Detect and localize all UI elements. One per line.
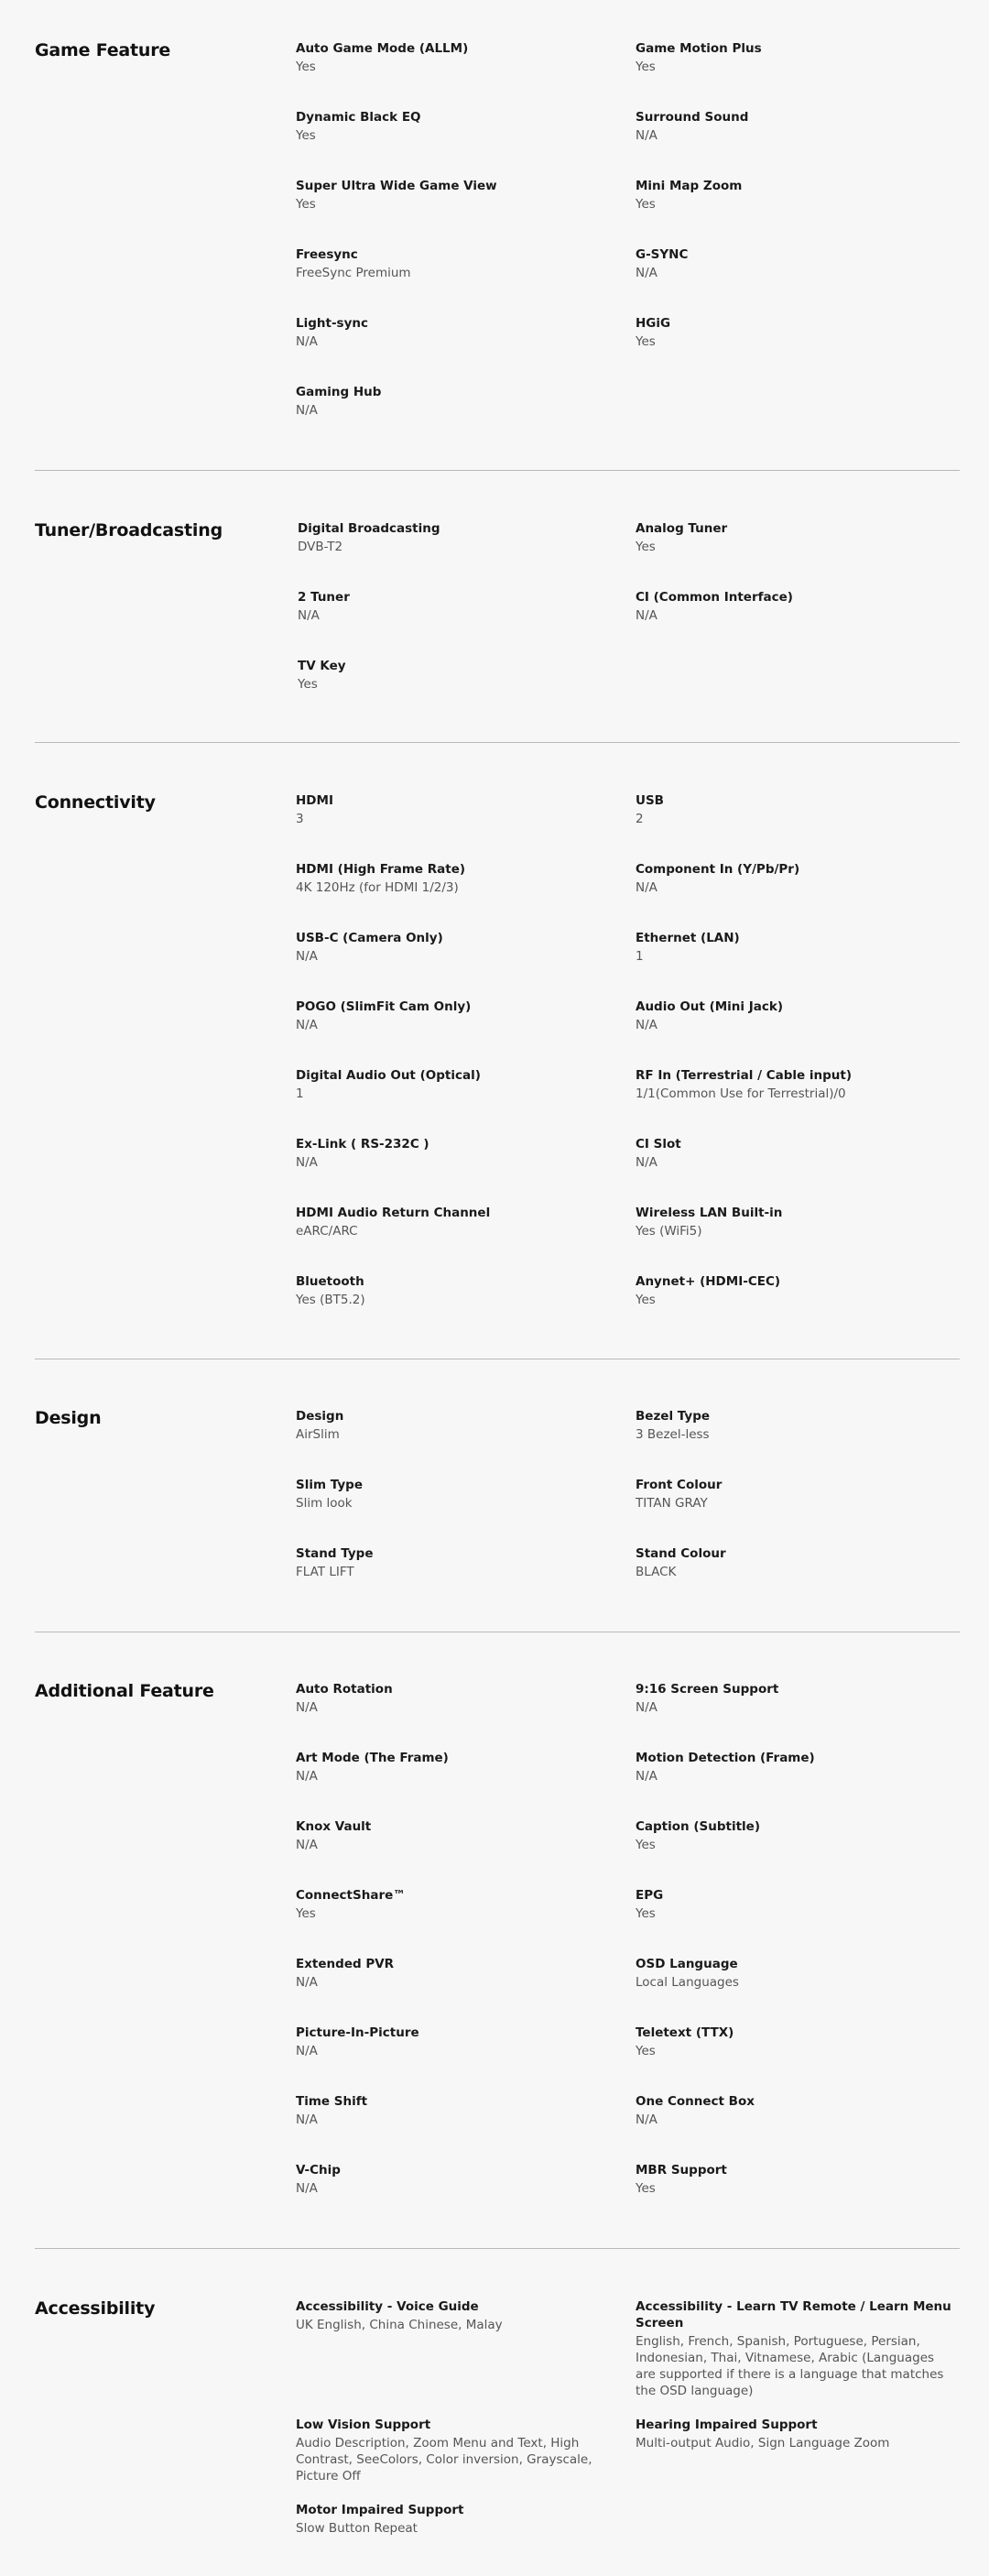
spec-item xyxy=(296,1136,607,1171)
spec-label: Caption (Subtitle) xyxy=(636,1819,761,1834)
spec-label: Extended PVR xyxy=(296,1957,395,1971)
spec-item xyxy=(298,658,609,693)
spec-item xyxy=(636,520,947,555)
spec-label: Freesync xyxy=(296,247,358,262)
spec-label: Anynet+ (HDMI-CEC) xyxy=(636,1274,781,1289)
spec-value: N/A xyxy=(296,1018,318,1032)
spec-value: 3 xyxy=(296,812,304,826)
section-divider xyxy=(35,470,960,471)
spec-label: Hearing Impaired Support xyxy=(636,2418,818,2432)
spec-item xyxy=(298,589,609,624)
spec-item xyxy=(296,1681,607,1716)
spec-label: Gaming Hub xyxy=(296,385,382,399)
spec-value: N/A xyxy=(296,1155,318,1170)
spec-value: Yes xyxy=(636,2181,656,2196)
spec-value: Audio Description, Zoom Menu and Text, High Contrast, SeeColors, Color inversion, Grayscale, Picture Off xyxy=(296,2436,592,2483)
spec-value: Local Languages xyxy=(636,1975,739,1990)
spec-label: MBR Support xyxy=(636,2163,727,2178)
spec-value: N/A xyxy=(296,334,318,349)
spec-value: N/A xyxy=(636,1769,658,1784)
spec-label: Component In (Y/Pb/Pr) xyxy=(636,862,800,877)
spec-item xyxy=(296,1545,607,1580)
spec-value: N/A xyxy=(296,949,318,964)
spec-value: Yes xyxy=(636,60,656,74)
spec-label: 9:16 Screen Support xyxy=(636,1682,779,1697)
spec-item xyxy=(636,40,947,75)
spec-item xyxy=(636,792,947,827)
spec-value: Yes xyxy=(296,60,316,74)
spec-label: Picture-In-Picture xyxy=(296,2025,419,2040)
section-title: Connectivity xyxy=(35,792,156,813)
spec-item xyxy=(636,1887,947,1922)
spec-item xyxy=(296,1067,607,1102)
spec-item xyxy=(296,1956,607,1991)
spec-item xyxy=(636,2417,956,2451)
spec-label: HDMI Audio Return Channel xyxy=(296,1206,491,1220)
spec-item xyxy=(636,315,947,350)
spec-value: N/A xyxy=(296,1700,318,1715)
spec-item xyxy=(296,246,607,281)
spec-label: Accessibility - Learn TV Remote / Learn Menu Screen xyxy=(636,2299,951,2330)
spec-item xyxy=(296,1408,607,1443)
spec-label: Analog Tuner xyxy=(636,521,728,536)
spec-value: N/A xyxy=(636,608,658,623)
spec-value: Yes (BT5.2) xyxy=(296,1293,365,1307)
spec-label: Teletext (TTX) xyxy=(636,2025,734,2040)
spec-item xyxy=(636,589,947,624)
spec-value: 3 Bezel-less xyxy=(636,1427,710,1442)
spec-label: USB xyxy=(636,793,664,808)
spec-value: English, French, Spanish, Portuguese, Persian, Indonesian, Thai, Vitnamese, Arabic (Languages are supported if there is a language that matches the OSD language) xyxy=(636,2334,944,2398)
spec-item xyxy=(636,1273,947,1308)
spec-value: Yes xyxy=(298,677,318,692)
spec-value: 2 xyxy=(636,812,644,826)
spec-label: 2 Tuner xyxy=(298,590,350,605)
spec-value: BLACK xyxy=(636,1565,677,1579)
spec-item xyxy=(636,246,947,281)
spec-item xyxy=(296,999,607,1033)
spec-label: Game Motion Plus xyxy=(636,41,762,56)
spec-label: Knox Vault xyxy=(296,1819,372,1834)
spec-value: Slow Button Repeat xyxy=(296,2521,418,2536)
spec-label: TV Key xyxy=(298,659,346,673)
spec-value: Multi-output Audio, Sign Language Zoom xyxy=(636,2436,890,2450)
spec-item xyxy=(296,2417,612,2484)
spec-label: Super Ultra Wide Game View xyxy=(296,179,497,193)
spec-item xyxy=(296,109,607,144)
spec-label: CI Slot xyxy=(636,1137,681,1152)
spec-label: CI (Common Interface) xyxy=(636,590,793,605)
spec-item xyxy=(636,1477,947,1512)
section-additional-feature xyxy=(35,1681,960,2203)
spec-item xyxy=(636,2025,947,2059)
spec-item xyxy=(296,1477,607,1512)
section-design xyxy=(35,1408,960,1591)
spec-label: EPG xyxy=(636,1888,664,1903)
spec-value: Slim look xyxy=(296,1496,353,1511)
spec-item xyxy=(296,861,607,896)
spec-item xyxy=(296,1750,607,1785)
section-divider xyxy=(35,742,960,743)
spec-label: Motor Impaired Support xyxy=(296,2503,464,2517)
spec-label: Design xyxy=(296,1409,344,1424)
section-accessibility xyxy=(35,2298,960,2555)
spec-item xyxy=(636,1818,947,1853)
spec-item xyxy=(296,1273,607,1308)
spec-value: N/A xyxy=(296,2112,318,2127)
spec-item xyxy=(636,178,947,213)
spec-label: Audio Out (Mini Jack) xyxy=(636,999,784,1014)
section-divider xyxy=(35,2248,960,2249)
spec-item xyxy=(296,2502,607,2537)
spec-value: Yes xyxy=(296,197,316,212)
spec-value: N/A xyxy=(636,1700,658,1715)
spec-value: Yes xyxy=(636,197,656,212)
spec-value: Yes xyxy=(636,1906,656,1921)
spec-label: HGiG xyxy=(636,316,671,331)
spec-item xyxy=(296,1818,607,1853)
spec-label: ConnectShare™ xyxy=(296,1888,406,1903)
spec-item xyxy=(296,384,607,419)
spec-label: Art Mode (The Frame) xyxy=(296,1751,449,1765)
spec-item xyxy=(636,2298,956,2399)
spec-value: Yes xyxy=(296,128,316,143)
spec-label: Auto Game Mode (ALLM) xyxy=(296,41,469,56)
spec-label: Stand Type xyxy=(296,1546,374,1561)
spec-value: 1 xyxy=(296,1086,304,1101)
spec-value: N/A xyxy=(636,2112,658,2127)
section-tuner-broadcasting xyxy=(35,520,960,704)
spec-item xyxy=(296,1205,607,1239)
spec-value: eARC/ARC xyxy=(296,1224,358,1239)
spec-item xyxy=(296,1887,607,1922)
spec-label: Low Vision Support xyxy=(296,2418,431,2432)
spec-label: Ex-Link ( RS-232C ) xyxy=(296,1137,429,1152)
spec-item xyxy=(296,2298,607,2333)
spec-value: N/A xyxy=(296,2181,318,2196)
spec-label: HDMI (High Frame Rate) xyxy=(296,862,466,877)
spec-value: Yes (WiFi5) xyxy=(636,1224,702,1239)
spec-item xyxy=(298,520,609,555)
spec-value: N/A xyxy=(636,880,658,895)
spec-value: Yes xyxy=(636,334,656,349)
spec-label: Wireless LAN Built-in xyxy=(636,1206,783,1220)
spec-value: N/A xyxy=(296,403,318,418)
spec-value: UK English, China Chinese, Malay xyxy=(296,2318,503,2332)
spec-value: AirSlim xyxy=(296,1427,340,1442)
spec-item xyxy=(296,930,607,965)
spec-value: N/A xyxy=(636,128,658,143)
spec-item xyxy=(636,999,947,1033)
section-title: Tuner/Broadcasting xyxy=(35,520,223,540)
section-title: Accessibility xyxy=(35,2298,156,2319)
spec-label: USB-C (Camera Only) xyxy=(296,931,443,945)
spec-label: POGO (SlimFit Cam Only) xyxy=(296,999,472,1014)
spec-item xyxy=(636,1956,947,1991)
spec-value: Yes xyxy=(636,540,656,554)
spec-value: N/A xyxy=(636,1155,658,1170)
section-title: Design xyxy=(35,1408,102,1428)
spec-value: DVB-T2 xyxy=(298,540,343,554)
spec-item xyxy=(636,930,947,965)
spec-item xyxy=(636,1136,947,1171)
section-connectivity xyxy=(35,792,960,1315)
spec-value: N/A xyxy=(296,1769,318,1784)
spec-item xyxy=(636,1545,947,1580)
spec-item xyxy=(296,2025,607,2059)
spec-value: Yes xyxy=(636,2044,656,2058)
spec-label: Accessibility - Voice Guide xyxy=(296,2299,479,2314)
section-title: Additional Feature xyxy=(35,1681,214,1701)
spec-item xyxy=(296,315,607,350)
spec-label: G-SYNC xyxy=(636,247,689,262)
section-title: Game Feature xyxy=(35,40,171,60)
spec-label: Dynamic Black EQ xyxy=(296,110,421,125)
spec-label: Auto Rotation xyxy=(296,1682,393,1697)
spec-value: FreeSync Premium xyxy=(296,266,411,280)
spec-label: Surround Sound xyxy=(636,110,749,125)
spec-item xyxy=(636,1067,947,1102)
spec-item xyxy=(636,109,947,144)
spec-item xyxy=(636,1681,947,1716)
spec-label: One Connect Box xyxy=(636,2094,755,2109)
spec-value: TITAN GRAY xyxy=(636,1496,708,1511)
spec-item xyxy=(296,2093,607,2128)
spec-value: FLAT LIFT xyxy=(296,1565,354,1579)
spec-item xyxy=(296,40,607,75)
spec-label: Front Colour xyxy=(636,1478,723,1492)
spec-item xyxy=(296,792,607,827)
spec-value: N/A xyxy=(296,2044,318,2058)
spec-value: Yes xyxy=(636,1838,656,1852)
spec-value: N/A xyxy=(636,266,658,280)
spec-label: Digital Audio Out (Optical) xyxy=(296,1068,481,1083)
spec-item xyxy=(636,1408,947,1443)
spec-label: Bluetooth xyxy=(296,1274,364,1289)
spec-item xyxy=(296,2162,607,2197)
spec-value: N/A xyxy=(636,1018,658,1032)
spec-label: Slim Type xyxy=(296,1478,363,1492)
spec-value: Yes xyxy=(636,1293,656,1307)
spec-label: Mini Map Zoom xyxy=(636,179,743,193)
spec-item xyxy=(296,178,607,213)
spec-label: Light-sync xyxy=(296,316,369,331)
spec-label: Stand Colour xyxy=(636,1546,726,1561)
spec-value: 1/1(Common Use for Terrestrial)/0 xyxy=(636,1086,846,1101)
spec-label: V-Chip xyxy=(296,2163,341,2178)
spec-label: Ethernet (LAN) xyxy=(636,931,740,945)
spec-label: Digital Broadcasting xyxy=(298,521,440,536)
spec-label: Bezel Type xyxy=(636,1409,711,1424)
spec-item xyxy=(636,2162,947,2197)
spec-value: Yes xyxy=(296,1906,316,1921)
section-game-feature xyxy=(35,40,960,425)
spec-value: 4K 120Hz (for HDMI 1/2/3) xyxy=(296,880,459,895)
spec-value: N/A xyxy=(296,1975,318,1990)
spec-item xyxy=(636,2093,947,2128)
spec-label: OSD Language xyxy=(636,1957,738,1971)
spec-item xyxy=(636,861,947,896)
spec-label: HDMI xyxy=(296,793,333,808)
spec-label: Motion Detection (Frame) xyxy=(636,1751,815,1765)
spec-value: N/A xyxy=(298,608,320,623)
spec-label: Time Shift xyxy=(296,2094,368,2109)
spec-item xyxy=(636,1750,947,1785)
spec-item xyxy=(636,1205,947,1239)
spec-value: 1 xyxy=(636,949,644,964)
spec-label: RF In (Terrestrial / Cable input) xyxy=(636,1068,853,1083)
spec-value: N/A xyxy=(296,1838,318,1852)
